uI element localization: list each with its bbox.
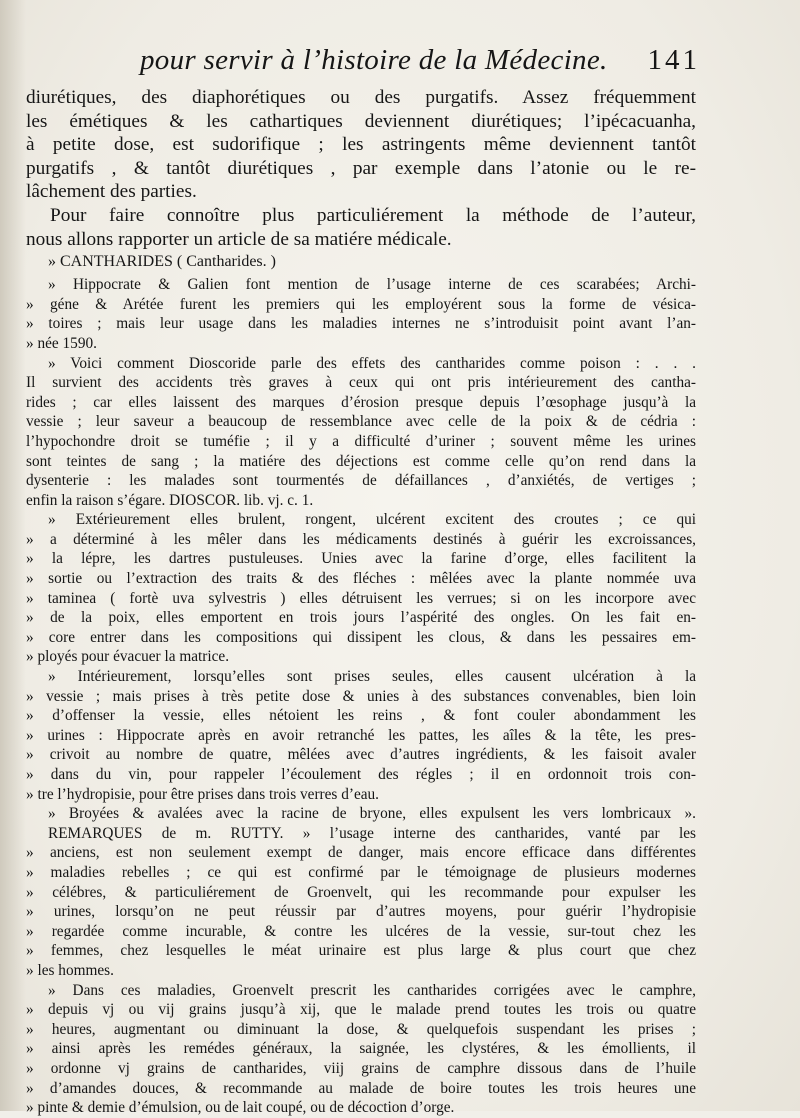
text-line: les émétiques & les cathartiques deviennent diurétiques; l’ipécacuanha, xyxy=(26,110,696,132)
text-line: » regardée comme incurable, & contre les ulcéres de la vessie, sur-tout chez les xyxy=(26,922,696,940)
text-line: » pinte & demie d’émulsion, ou de lait coupé, ou de décoction d’orge. xyxy=(26,1099,455,1117)
text-line: vessie ; leur saveur a beaucoup de ressemblance avec celle de la poix & de cédria : xyxy=(26,413,696,431)
text-line: » urines : Hippocrate après en avoir retranché les pattes, les aîles & la tête, les pres- xyxy=(26,726,696,744)
running-header xyxy=(140,44,700,84)
text-line: » urines, lorsqu’on ne peut réussir par d’autres moyens, pour guérir l’hydropisie xyxy=(26,903,696,921)
text-line: nous allons rapporter un article de sa matiére médicale. xyxy=(26,228,452,250)
text-line: » géne & Arétée furent les premiers qui les employérent sous la forme de vésica- xyxy=(26,295,696,313)
text-line: » anciens, est non seulement exempt de danger, mais encore efficace dans différentes xyxy=(26,844,696,862)
text-line: REMARQUES de m. RUTTY. » l’usage interne des cantharides, vanté par les xyxy=(48,824,696,842)
text-line: » core entrer dans les compositions qui dissipent les clous, & dans les pessaires em- xyxy=(26,628,696,646)
running-title: pour servir à l’histoire de la Médecine. xyxy=(140,44,608,76)
text-line: Il survient des accidents très graves à ceux qui ont pris intérieurement des cantha- xyxy=(26,374,696,392)
text-line: Pour faire connoître plus particuliérement la méthode de l’auteur, xyxy=(50,204,696,226)
text-line: » tre l’hydropisie, pour être prises dans trois verres d’eau. xyxy=(26,785,379,803)
text-line: » Broyées & avalées avec la racine de bryone, elles expulsent les vers lombricaux ». xyxy=(48,805,696,823)
cantharides-heading: » CANTHARIDES ( Cantharides. ) xyxy=(48,253,276,271)
body-text xyxy=(26,86,696,1118)
text-line: l’hypochondre droit se tuméfie ; il y a difficulté d’uriner ; souvent même les urines xyxy=(26,432,696,450)
text-line: » crivoit au nombre de quatre, mêlées avec d’autres ingrédients, & les faisoit avaler xyxy=(26,746,696,764)
text-line: » depuis vj ou vij grains jusqu’à xij, que le malade prend toutes les trois ou quatre xyxy=(26,1001,696,1019)
text-line: diurétiques, des diaphorétiques ou des purgatifs. Assez fréquemment xyxy=(26,87,696,108)
text-line: » Extérieurement elles brulent, rongent, ulcérent excitent des croutes ; ce qui xyxy=(48,511,696,529)
text-line: » sortie ou l’extraction des traits & des fléches : mêlées avec la plante nommée uva xyxy=(26,570,696,588)
intro-block xyxy=(26,86,696,251)
text-line: purgatifs , & tantôt diurétiques , par exemple dans l’atonie ou le re- xyxy=(26,157,696,179)
text-line: » Voici comment Dioscoride parle des effets des cantharides comme poison : . . . xyxy=(48,354,696,372)
text-line: dysenterie : les malades sont tourmentés de défaillances , d’anxiétés, de vertiges ; xyxy=(26,472,696,490)
text-line: » Hippocrate & Galien font mention de l’usage interne de ces scarabées; Archi- xyxy=(48,276,696,294)
text-line: » toires ; mais leur usage dans les maladies internes ne s’introduisit point avant l’an- xyxy=(26,315,696,333)
text-line: » ordonne vj grains de cantharides, viij grains de camphre dissous dans de l’huile xyxy=(26,1059,696,1077)
text-line: » née 1590. xyxy=(26,334,97,352)
text-line: rides ; car elles laissent des marques d’érosion presque depuis l’œsophage jusqu’à la xyxy=(26,393,696,411)
text-line: » d’amandes douces, & recommande au malade de boire toutes les trois heures une xyxy=(26,1079,696,1097)
text-line: » taminea ( fortè uva sylvestris ) elles détruisent les verrues; si on les incorpore avec xyxy=(26,589,696,607)
text-line: » a déterminé à les mêler dans les médicaments destinés à guérir les excroissances, xyxy=(26,530,696,548)
text-line: enfin la raison s’égare. DIOSCOR. lib. vj. c. 1. xyxy=(26,491,314,509)
text-line: » maladies rebelles ; ce qui est confirmé par le témoignage de plusieurs modernes xyxy=(26,863,696,881)
text-line: sont teintes de sang ; la matiére des déjections est comme celle qu’on rend dans la xyxy=(26,452,696,470)
gutter-shadow xyxy=(0,0,26,1111)
text-line: » femmes, chez lesquelles le méat urinaire est plus large & plus court que chez xyxy=(26,942,696,960)
quoted-article xyxy=(26,275,696,1118)
text-line: » heures, augmentant ou diminuant la dose, & quelquefois suspendant les prises ; xyxy=(26,1020,696,1038)
text-line: » dans du vin, pour rappeler l’écoulement des régles ; il en ordonnoit trois con- xyxy=(26,766,696,783)
text-line: » Dans ces maladies, Groenvelt prescrit les cantharides corrigées avec le camphre, xyxy=(48,981,696,999)
text-line: » célébres, & particuliérement de Groenvelt, qui les recommande pour expulser les xyxy=(26,883,696,901)
text-line: » de la poix, elles emportent en trois jours l’aspérité des ongles. On les fait en- xyxy=(26,609,696,627)
page-number: 141 xyxy=(647,44,700,76)
text-line: » la lépre, les dartres pustuleuses. Unies avec la farine d’orge, elles facilitent la xyxy=(26,550,696,568)
text-line: » les hommes. xyxy=(26,961,114,979)
text-line: » ainsi après les remédes généraux, la saignée, les clystéres, & les émollients, il xyxy=(26,1040,696,1058)
text-line: » vessie ; mais prises à très petite dose & unies à des substances convenables, bien loin xyxy=(26,687,696,705)
text-line: » ployés pour évacuer la matrice. xyxy=(26,648,230,666)
text-line: lâchement des parties. xyxy=(26,181,197,203)
text-line: » Intérieurement, lorsqu’elles sont prises seules, elles causent ulcération à la xyxy=(48,668,696,686)
text-line: » d’offenser la vessie, elles nétoient les reins , & font couler abondamment les xyxy=(26,707,696,725)
text-line: à petite dose, est sudorifique ; les astringents même deviennent tantôt xyxy=(26,134,696,156)
